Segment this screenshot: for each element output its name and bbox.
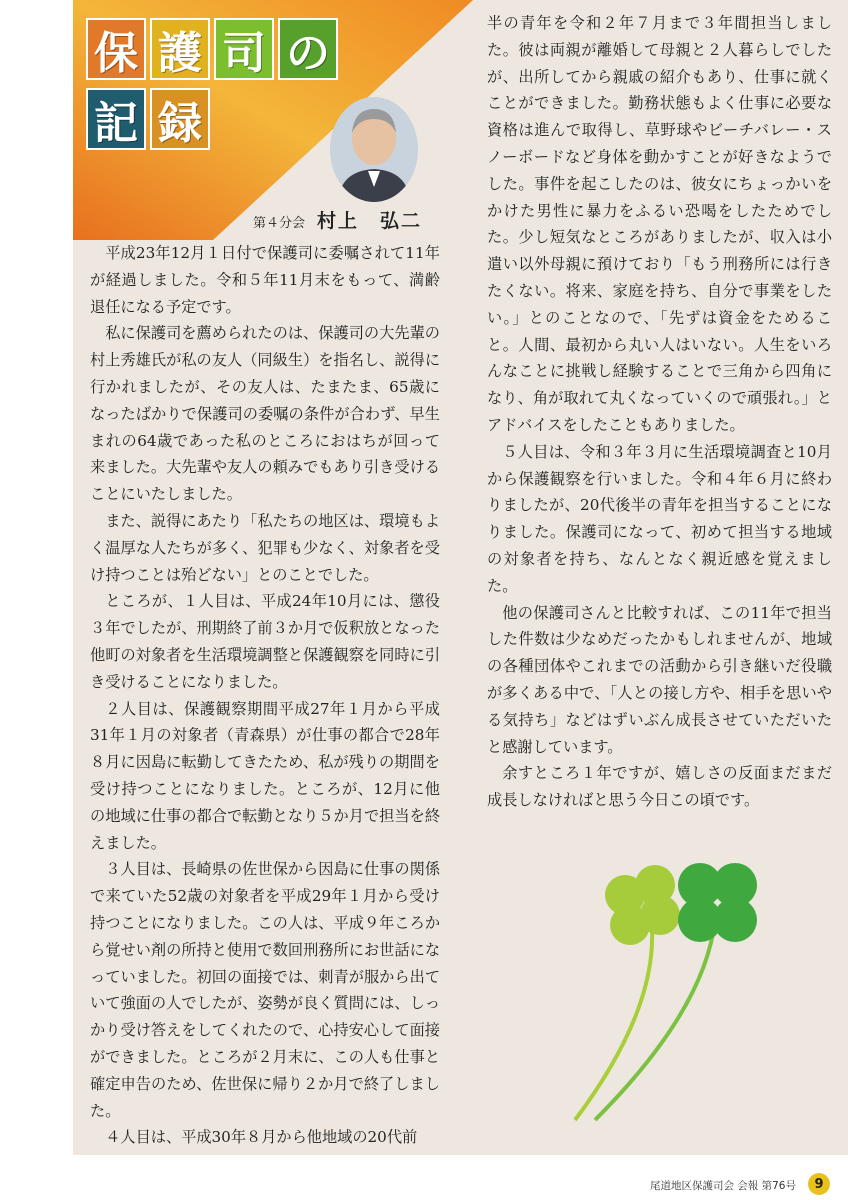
paragraph: ところが、１人目は、平成24年10月には、懲役３年でしたが、刑期終了前３か月で仮釈放となった他町の対象者を生活環境調整と保護観察を同時に引き受けることになりました。 <box>90 592 440 691</box>
title-row-2 <box>86 88 210 150</box>
title-char: の <box>278 18 338 80</box>
article-column-right <box>487 10 832 814</box>
paragraph: また、説得にあたり「私たちの地区は、環境もよく温厚な人たちが多く、犯罪も少なく、対象者を受け持つことは殆どない」とのことでした。 <box>90 511 440 584</box>
clover-illustration <box>555 850 795 1130</box>
paragraph: ５人目は、令和３年３月に生活環境調査と10月から保護観察を行いました。令和４年６月に終わりましたが、20代後半の青年を担当することになりました。保護司になって、初めて担当する地域の対象者を持ち、なんとなく親近感を覚えました。 <box>487 442 832 595</box>
footer-publication: 尾道地区保護司会 会報 第76号 <box>649 1180 796 1192</box>
paragraph: ２人目は、保護観察期間平成27年１月から平成31年１月の対象者（青森県）が仕事の都合で28年８月に因島に転勤してきたため、私が残りの期間を受け持つことになりました。ところが、12月に他の地域に仕事の都合で転勤となり５か月で担当を終えました。 <box>90 699 440 852</box>
paragraph: ３人目は、長崎県の佐世保から因島に仕事の関係で来ていた52歳の対象者を平成29年１月から受け持つことになりました。この人は、平成９年ころから覚せい剤の所持と使用で数回刑務所にお世話になっていました。初回の面接では、刺青が服から出ていて強面の人でしたが、姿勢が良く質問には、しっかり受け答えをしてくれたので、心持安心して面接ができました。ところが２月末に、この人も仕事と確定申告のため、佐世保に帰り２か月で終了しました。 <box>90 860 440 1120</box>
paragraph-continued: 半の青年を令和２年７月まで３年間担当しました。彼は両親が離婚して母親と２人暮らしでしたが、出所してから親戚の紹介もあり、仕事に就くことができました。勤務状態もよく仕事に必要な資格は進んで取得し、草野球やビーチバレー・スノーボードなど身体を動かすことが好きなようでした。事件を起こしたのは、彼女にちょっかいをかけた男性に暴力をふるい恐喝をしたためでした。少し短気なところがありましたが、収入は小遣い以外母親に預けており「もう刑務所には行きたくない。将来、家庭を持ち、自分で事業をしたい。」とのことなので、「先ずは資金をためること。人間、最初から丸い人はいない。人生をいろんなことに挑戦し経験することで三角から四角になり、角が取れて丸くなっていくので頑張れ。」とアドバイスをしたこともありました。 <box>487 14 832 434</box>
title-char: 護 <box>150 18 210 80</box>
paragraph: 他の保護司さんと比較すれば、この11年で担当した件数は少なめだったかもしれませんが、地域の各種団体やこれまでの活動から引き継いだ役職が多くある中で、「人との接し方や、相手を思いやる気持ち」などはずいぶん成長させていただいたと感謝しています。 <box>487 603 832 756</box>
page-number: 9 <box>808 1173 830 1195</box>
title-char: 記 <box>86 88 146 150</box>
author-name: 村上 弘二 <box>317 210 423 232</box>
title-char: 司 <box>214 18 274 80</box>
author-line <box>253 206 422 233</box>
paragraph: 平成23年12月１日付で保護司に委嘱されて11年が経過しました。令和５年11月末をもって、満齢退任になる予定です。 <box>90 244 440 316</box>
paragraph: 私に保護司を薦められたのは、保護司の大先輩の村上秀雄氏が私の友人（同級生）を指名し、説得に行かれましたが、その友人は、たまたま、65歳になったばかりで保護司の委嘱の条件が合わず、早生まれの64歳であった私のところにおはちが回って来ました。大先輩や友人の頼みでもあり引き受けることにいたしました。 <box>90 324 440 504</box>
paragraph: 余すところ１年ですが、嬉しさの反面まだまだ成長しなければと思う今日この頃です。 <box>487 764 832 810</box>
article-column-left <box>90 240 440 1151</box>
author-branch: 第４分会 <box>253 216 306 231</box>
paragraph: ４人目は、平成30年８月から他地域の20代前 <box>105 1128 418 1147</box>
title-char: 録 <box>150 88 210 150</box>
title-row-1 <box>86 18 338 80</box>
author-portrait <box>330 97 418 202</box>
title-char: 保 <box>86 18 146 80</box>
